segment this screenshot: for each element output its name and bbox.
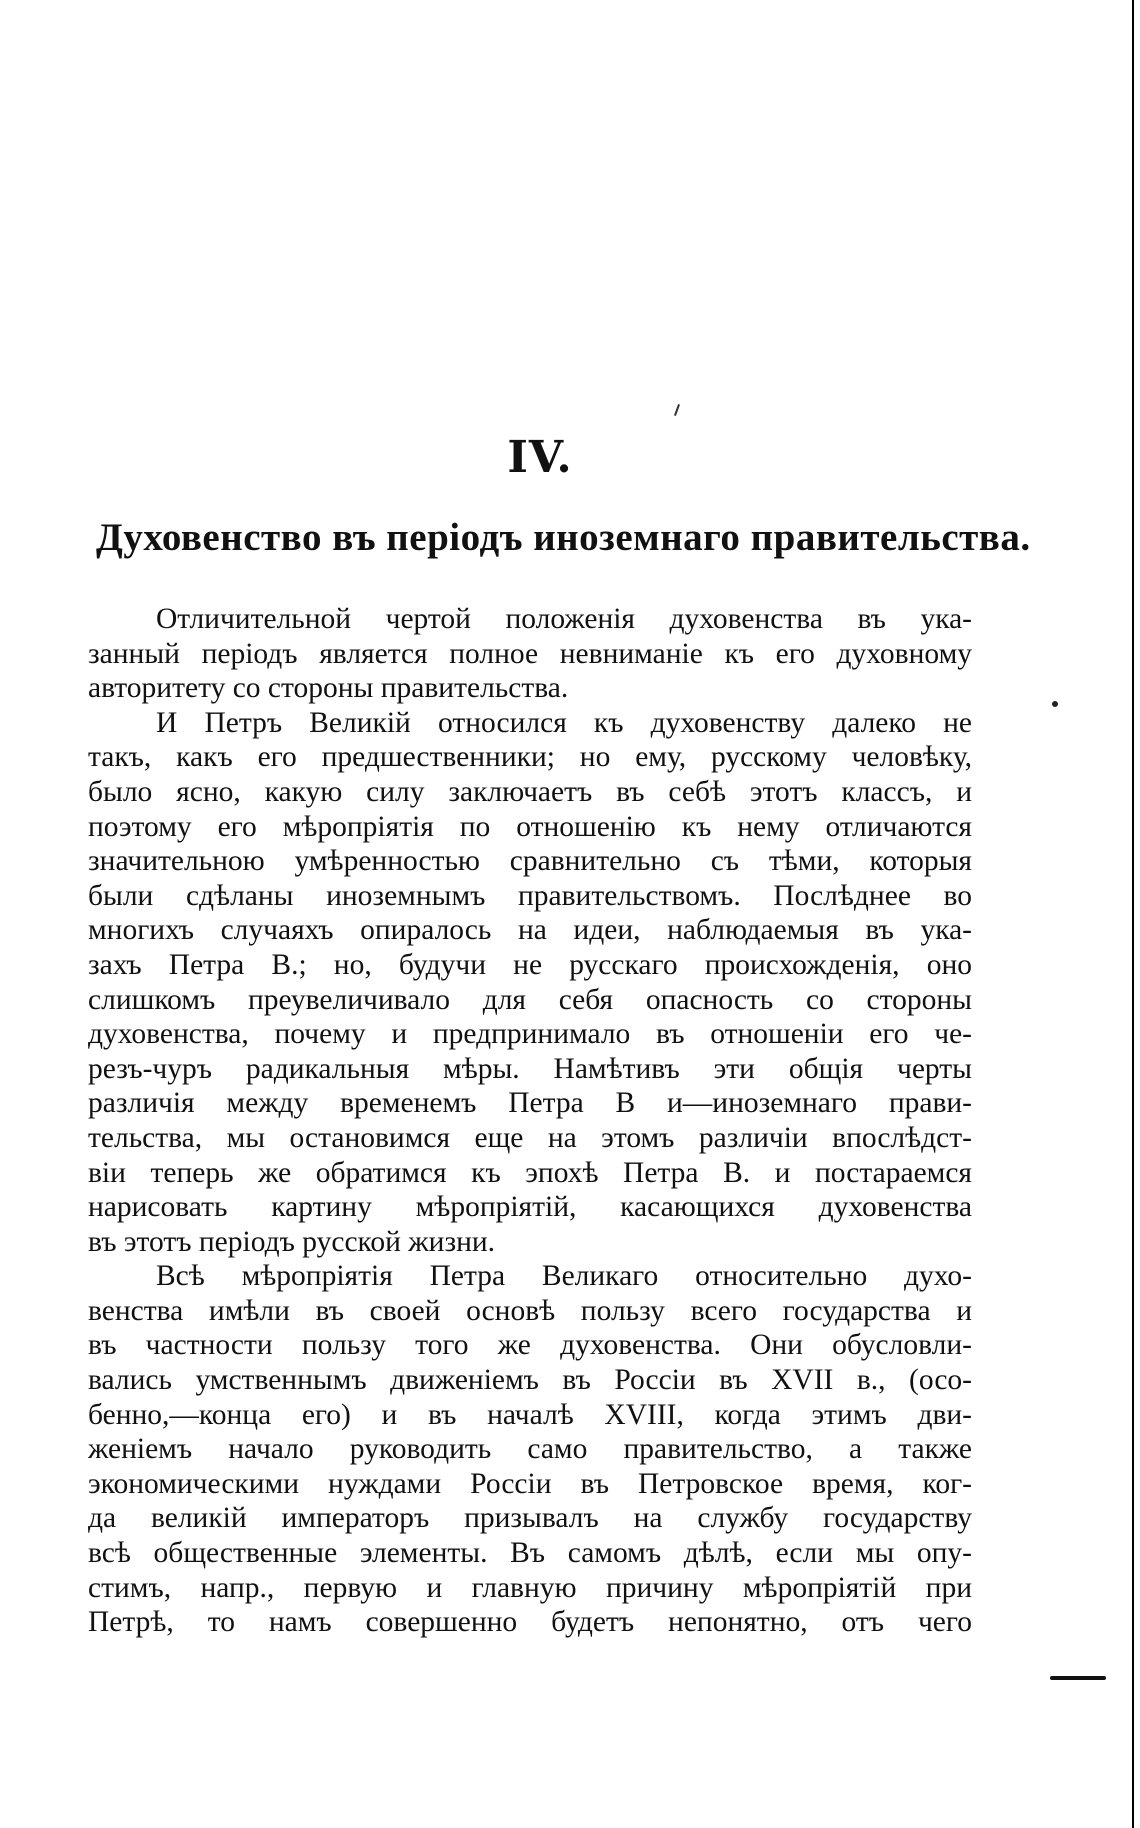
margin-dash — [1050, 1676, 1106, 1680]
text-line: различія между временемъ Петра В и—иноземнаго прави- — [88, 1087, 972, 1120]
print-speck — [674, 404, 680, 416]
text-line: значительною умѣренностью сравнительно съ тѣми, которыя — [88, 845, 972, 878]
text-line: поэтому его мѣропріятія по отношенію къ нему отличаются — [88, 810, 972, 843]
text-line: Отличительной чертой положенія духовенства въ ука- — [156, 603, 972, 635]
text-line: нарисовать картину мѣропріятій, касающихся духовенства — [88, 1191, 972, 1224]
text-line: такъ, какъ его предшественники; но ему, русскому человѣку, — [88, 741, 972, 774]
text-line: вались умственнымъ движеніемъ въ Россіи въ XVII в., (осо- — [88, 1364, 972, 1397]
text-line: венства имѣли въ своей основѣ пользу всего государства и — [88, 1294, 972, 1327]
text-line: занный періодъ является полное невниманіе къ его духовному — [88, 637, 972, 670]
body-text — [88, 602, 972, 1640]
margin-dot — [1052, 701, 1058, 707]
chapter-number: IV. — [507, 432, 573, 483]
text-line: стимъ, напр., первую и главную причину мѣропріятій при — [88, 1571, 972, 1604]
text-line: было ясно, какую силу заключаетъ въ себѣ этотъ классъ, и — [88, 775, 972, 808]
text-line: всѣ общественные элементы. Въ самомъ дѣлѣ, если мы опу- — [88, 1537, 972, 1570]
page-edge-border — [1132, 0, 1134, 1828]
text-line: въ частности пользу того же духовенства. Они обусловли- — [88, 1329, 972, 1362]
text-line: тельства, мы остановимся еще на этомъ различіи впослѣдст- — [88, 1121, 972, 1154]
text-line: женіемъ начало руководить само правительство, а также — [88, 1433, 972, 1466]
text-line: віи теперь же обратимся къ эпохѣ Петра В. и постараемся — [88, 1156, 972, 1189]
text-line: Петрѣ, то намъ совершенно будетъ непонятно, отъ чего — [88, 1606, 972, 1639]
text-line: бенно,—конца его) и въ началѣ XVIII, когда этимъ дви- — [88, 1398, 972, 1431]
text-line: въ этотъ періодъ русской жизни. — [88, 1225, 496, 1258]
text-line: экономическими нуждами Россіи въ Петровское время, ког- — [88, 1467, 972, 1500]
text-line: были сдѣланы иноземнымъ правительствомъ. Послѣднее во — [88, 879, 972, 912]
text-line: авторитету со стороны правительства. — [88, 672, 569, 705]
text-line: резъ-чуръ радикальныя мѣры. Намѣтивъ эти общія черты — [88, 1052, 972, 1085]
text-line: слишкомъ преувеличивало для себя опасность со стороны — [88, 983, 972, 1016]
text-line: многихъ случаяхъ опиралось на идеи, наблюдаемыя въ ука- — [88, 914, 972, 947]
text-line: захъ Петра В.; но, будучи не русскаго происхожденія, оно — [88, 948, 972, 981]
text-line: И Петръ Великій относился къ духовенству далеко не — [156, 706, 972, 739]
text-line: Всѣ мѣропріятія Петра Великаго относительно духо- — [156, 1260, 972, 1293]
chapter-title: Духовенство въ періодъ иноземнаго правительства. — [96, 516, 1031, 559]
text-line: духовенства, почему и предпринимало въ отношеніи его че- — [88, 1018, 972, 1051]
text-line: да великій императоръ призывалъ на службу государству — [88, 1502, 972, 1535]
